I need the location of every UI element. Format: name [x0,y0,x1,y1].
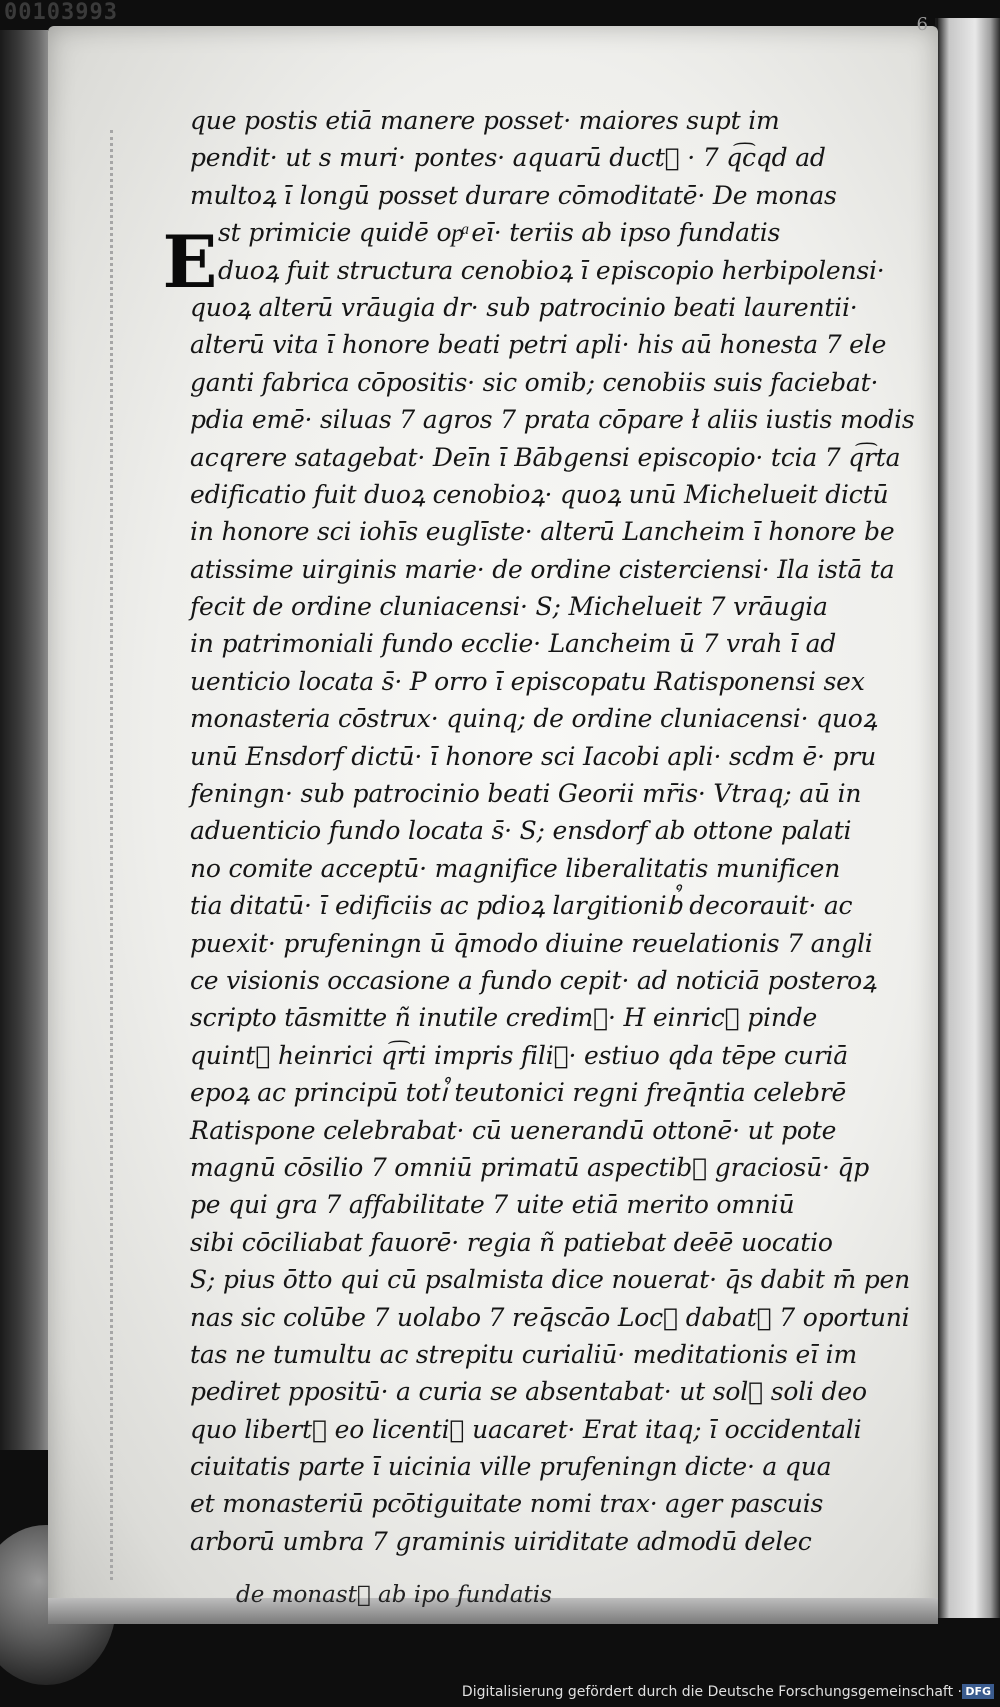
text-line: S; pius ōtto qui cū psalmista dice nouerat· q̄s dabit m̄ pen [190,1265,910,1295]
text-line: ce visionis occasione a fundo cepit· ad noticiā posteroꝝ [190,965,877,995]
text-line: quoꝝ alterū vrāugia dr· sub patrocinio beati laurentii· [190,292,858,322]
text-line: edificatio fuit duoꝝ cenobioꝝ· quoꝝ unū Michelueit dictū [190,479,889,509]
text-line: multoꝝ ī longū posset durare cōmoditatē· De monas [190,180,837,210]
manuscript-text-block [190,102,915,1560]
text-line: no comite acceptū· magnifice liberalitatis munificen [190,853,841,883]
text-line: epoꝝ ac principū toti᷒ teutonici regni freq̄ntia celebrē [190,1078,847,1108]
text-line: que postis etiā manere posset· maiores supt im [190,106,780,135]
text-line: quint᷒ heinrici q͡rti impris fili᷒· estiuo qda tēpe curiā [190,1040,848,1070]
text-line: unū Ensdorf dictū· ī honore sci Iacobi apli· scdm ē· pru [190,741,876,771]
text-line: acqrere satagebat· Deīn ī Bābgensi episcopio· tcia 7 q͡rta [190,442,901,472]
text-line: pdia emē· siluas 7 agros 7 prata cōpare ł aliis iustis modis [190,405,915,435]
text-line: pendit· ut s muri· pontes· aquarū duct᷑ · 7 q͡cqd ad [190,143,826,173]
text-line: ganti fabrica cōpositis· sic omib; cenobiis suis faciebat· [190,367,879,397]
text-line: magnū cōsilio 7 omniū primatū aspectib᷒ graciosū· q̄p [190,1152,870,1182]
text-line: monasteria cōstrux· quinq; de ordine cluniacensi· quoꝝ [190,704,877,734]
text-line: et monasteriū pcōtiguitate nomi trax· ager pascuis [190,1489,824,1519]
folio-number: 6 [916,14,928,35]
text-line: feningn· sub patrocinio beati Georii mr̄is· Vtraq; aū in [190,779,862,809]
text-line: uenticio locata s̄· P orro ī episcopatu Ratisponensi sex [190,666,865,696]
text-line: atissime uirginis marie· de ordine cisterciensi· Ila istā ta [190,554,895,584]
text-line: pe qui gra 7 affabilitate 7 uite etiā merito omniū [190,1190,795,1220]
text-line: st primicie quidē opͣ eī· teriis ab ipso fundatis [218,218,781,248]
text-line: tia ditatū· ī edificiis ac pdioꝝ largitionib᷒ decorauit· ac [190,891,853,921]
text-line: duoꝝ fuit structura cenobioꝝ ī episcopio herbipolensi· [218,255,885,285]
text-line: puexit· prufeningn ū q̄modo diuine reuelationis 7 angli [190,928,873,958]
text-line: Ratispone celebrabat· cū uenerandū ottonē· ut pote [190,1115,837,1145]
decorated-initial: E [162,219,218,304]
right-binding-edge [935,18,1000,1618]
pricking-marks [110,130,113,1580]
text-line: scripto tāsmitte ñ inutile credim᷒· H einric᷒ pinde [190,1003,818,1033]
text-line: fecit de ordine cluniacensi· S; Michelueit 7 vrāugia [190,592,828,622]
shelfmark-label: 00103993 [4,0,118,25]
text-line: sibi cōciliabat fauorē· regia ñ patiebat deēē uocatio [190,1227,833,1257]
text-line: in honore sci iohīs euglīste· alterū Lancheim ī honore be [190,517,895,547]
text-line: ciuitatis parte ī uicinia ville prufeningn dicte· a qua [190,1452,832,1482]
digitization-credit: Digitalisierung gefördert durch die Deutsche Forschungsgemeinschaft · [461,1684,962,1700]
text-line: nas sic colūbe 7 uolabo 7 req̄scāo Loc᷒ dabat᷒ 7 oportuni [190,1302,910,1332]
text-line: pediret ppositū· a curia se absentabat· ut sol᷒ soli deo [190,1377,867,1407]
text-line: alterū vita ī honore beati petri apli· his aū honesta 7 ele [190,330,887,360]
footer-annotation: de monast᷑ ab ipo fundatis [236,1582,552,1608]
text-line: arborū umbra 7 graminis uiriditate admodū delec [190,1526,812,1556]
text-line: tas ne tumultu ac strepitu curialiū· meditationis eī im [190,1339,857,1369]
left-facing-leaf [0,30,48,1450]
dfg-logo: DFG [962,1684,994,1699]
text-line: quo libert᷒ eo licenti᷒ uacaret· Erat itaq; ī occidentali [190,1414,862,1444]
text-line: aduenticio fundo locata s̄· S; ensdorf ab ottone palati [190,816,852,846]
text-line: in patrimoniali fundo ecclie· Lancheim ū 7 vrah ī ad [190,629,837,659]
